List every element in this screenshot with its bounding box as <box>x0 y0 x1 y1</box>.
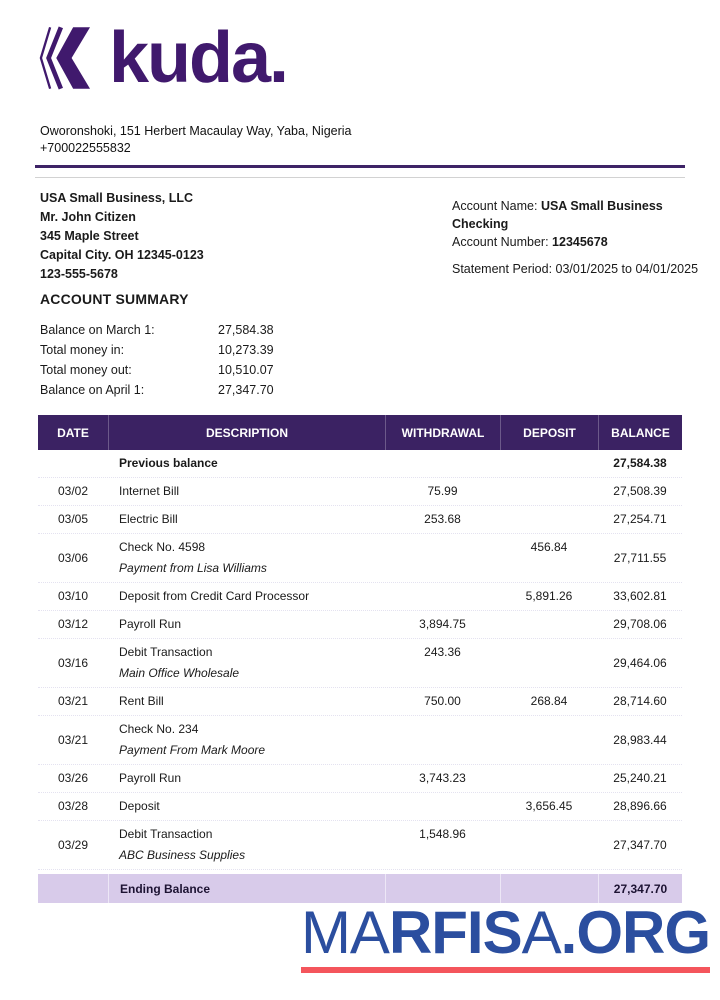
kuda-logo <box>38 18 288 98</box>
cell-balance: 25,240.21 <box>613 771 667 785</box>
ending-balance-label: Ending Balance <box>108 874 385 903</box>
divider-thick <box>35 165 685 168</box>
customer-city: Capital City. OH 12345-0123 <box>40 248 204 262</box>
description-text: Internet Bill <box>119 484 180 498</box>
table-row <box>38 765 682 793</box>
summary-row <box>40 380 274 400</box>
table-row <box>38 688 682 716</box>
transactions-table <box>38 415 682 903</box>
account-number-value: 12345678 <box>552 235 608 249</box>
customer-address-block <box>40 189 204 284</box>
summary-value: 27,347.70 <box>218 383 274 397</box>
bank-phone: +700022555832 <box>40 141 131 155</box>
kuda-logo-icon <box>38 25 96 91</box>
summary-value: 10,510.07 <box>218 363 274 377</box>
description-text: Electric Bill <box>119 512 178 526</box>
cell-date: 03/21 <box>57 694 89 708</box>
account-number-label: Account Number: <box>452 235 553 249</box>
cell-balance: 33,602.81 <box>613 589 667 603</box>
table-row <box>38 611 682 639</box>
cell-balance: 27,584.38 <box>613 456 667 470</box>
summary-label: Balance on March 1: <box>40 323 155 337</box>
customer-name: USA Small Business, LLC <box>40 191 194 205</box>
customer-contact: Mr. John Citizen <box>40 210 136 224</box>
cell-date: 03/02 <box>57 484 89 498</box>
summary-row <box>40 340 274 360</box>
cell-description <box>108 799 385 814</box>
spacer <box>452 251 720 260</box>
description-text: Check No. 4598 <box>119 540 206 554</box>
table-row <box>38 506 682 534</box>
header-balance: BALANCE <box>598 415 682 450</box>
bank-address <box>40 123 352 157</box>
cell-description <box>108 617 385 632</box>
watermark-underline <box>301 967 710 973</box>
cell-balance: 28,714.60 <box>613 694 667 708</box>
ending-balance-value: 27,347.70 <box>598 874 682 903</box>
account-name-row <box>452 197 720 233</box>
customer-street: 345 Maple Street <box>40 229 139 243</box>
cell-withdrawal: 1,548.96 <box>419 827 466 841</box>
description-text: Deposit from Credit Card Processor <box>119 589 310 603</box>
description-subtext: Payment From Mark Moore <box>119 743 266 757</box>
table-header-row <box>38 415 682 450</box>
description-text: Payroll Run <box>119 617 182 631</box>
cell-description <box>108 694 385 709</box>
account-info-block <box>452 197 720 278</box>
summary-row <box>40 320 274 340</box>
summary-label: Total money out: <box>40 363 132 377</box>
account-name-value: USA Small Business Checking <box>452 199 663 231</box>
cell-description <box>108 456 385 471</box>
description-text: Payroll Run <box>119 771 182 785</box>
cell-date: 03/28 <box>57 799 89 813</box>
customer-phone: 123-555-5678 <box>40 267 118 281</box>
description-text: Deposit <box>119 799 160 813</box>
cell-date: 03/21 <box>57 732 89 747</box>
watermark-text <box>300 899 710 966</box>
cell-withdrawal: 750.00 <box>424 694 461 708</box>
cell-description <box>108 722 385 758</box>
cell-description <box>108 540 385 576</box>
table-row <box>38 583 682 611</box>
cell-description <box>108 771 385 786</box>
cell-balance: 28,896.66 <box>613 799 667 813</box>
cell-date: 03/16 <box>57 655 89 670</box>
account-name-label: Account Name: <box>452 199 541 213</box>
summary-label: Total money in: <box>40 343 125 357</box>
summary-row <box>40 360 274 380</box>
table-row <box>38 639 682 688</box>
table-row <box>38 478 682 506</box>
watermark-segment: MA <box>300 899 389 966</box>
cell-description <box>108 827 385 863</box>
table-row <box>38 821 682 870</box>
cell-date <box>38 874 108 903</box>
watermark-marfisa <box>300 899 710 973</box>
description-text: Check No. 234 <box>119 722 199 736</box>
cell-withdrawal: 243.36 <box>424 645 461 659</box>
cell-description <box>108 512 385 527</box>
table-row <box>38 793 682 821</box>
cell-withdrawal: 3,743.23 <box>419 771 466 785</box>
description-subtext: Main Office Wholesale <box>119 666 240 680</box>
header-description: DESCRIPTION <box>108 415 385 450</box>
cell-description <box>108 484 385 499</box>
account-summary-list <box>40 320 274 400</box>
cell-balance: 29,708.06 <box>613 617 667 631</box>
cell-balance: 29,464.06 <box>613 655 667 670</box>
table-row <box>38 716 682 765</box>
cell-withdrawal: 253.68 <box>424 512 461 526</box>
description-subtext: ABC Business Supplies <box>119 848 246 862</box>
description-subtext: Payment from Lisa Williams <box>119 561 267 575</box>
description-text: Debit Transaction <box>119 827 213 841</box>
cell-date: 03/29 <box>57 837 89 852</box>
kuda-logo-text: kuda. <box>109 18 288 98</box>
cell-deposit: 3,656.45 <box>525 799 573 813</box>
cell-date: 03/12 <box>57 617 89 631</box>
cell-deposit: 268.84 <box>530 694 568 708</box>
description-text: Previous balance <box>119 456 218 470</box>
header-date: DATE <box>57 425 89 440</box>
watermark-segment: RFIS <box>388 899 522 966</box>
summary-value: 27,584.38 <box>218 323 274 337</box>
cell-description <box>108 589 385 604</box>
statement-period: Statement Period: 03/01/2025 to 04/01/2025 <box>452 262 699 276</box>
cell-balance: 27,254.71 <box>613 512 667 526</box>
cell-deposit: 456.84 <box>530 540 568 554</box>
cell-balance: 27,508.39 <box>613 484 667 498</box>
table-row <box>38 534 682 583</box>
cell-description <box>108 645 385 681</box>
watermark-segment: A <box>521 899 561 966</box>
cell-date: 03/05 <box>57 512 89 526</box>
cell-date: 03/26 <box>57 771 89 785</box>
cell-balance: 27,347.70 <box>613 837 667 852</box>
account-summary-title: ACCOUNT SUMMARY <box>40 291 189 307</box>
summary-label: Balance on April 1: <box>40 383 145 397</box>
summary-value: 10,273.39 <box>218 343 274 357</box>
account-number-row <box>452 233 720 251</box>
cell-balance: 28,983.44 <box>613 732 667 747</box>
cell-deposit: 5,891.26 <box>525 589 573 603</box>
cell-withdrawal: 75.99 <box>427 484 458 498</box>
description-text: Debit Transaction <box>119 645 213 659</box>
cell-balance: 27,711.55 <box>613 550 667 565</box>
bank-address-line: Oworonshoki, 151 Herbert Macaulay Way, Yaba, Nigeria <box>40 124 352 138</box>
divider-thin <box>35 177 685 178</box>
header-deposit: DEPOSIT <box>500 415 598 450</box>
cell-date: 03/06 <box>57 550 89 565</box>
cell-date: 03/10 <box>57 589 89 603</box>
table-row <box>38 450 682 478</box>
description-text: Rent Bill <box>119 694 164 708</box>
header-withdrawal: WITHDRAWAL <box>385 415 500 450</box>
watermark-segment: .ORG <box>560 899 710 966</box>
cell-withdrawal: 3,894.75 <box>419 617 466 631</box>
